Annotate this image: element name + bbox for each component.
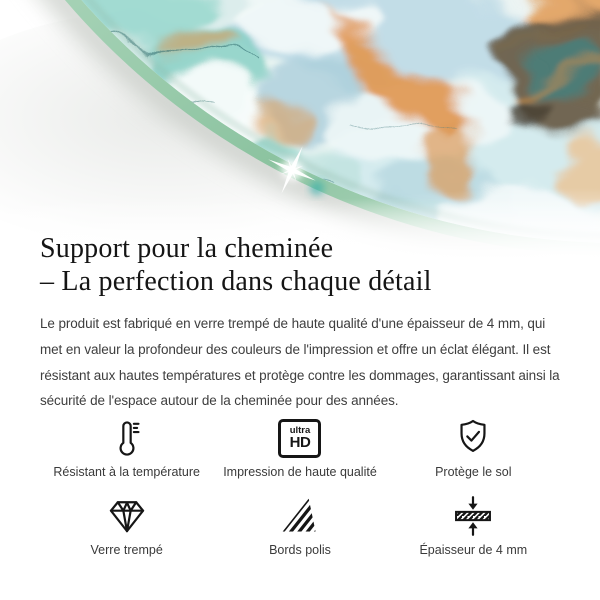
ultra-hd-icon [278, 416, 321, 460]
page-title-line1: Support pour la cheminée [40, 233, 334, 264]
features-grid [40, 416, 560, 558]
feature-label: Épaisseur de 4 mm [419, 543, 528, 558]
diamond-icon [104, 494, 150, 538]
content-block [0, 232, 600, 558]
page-title [40, 232, 560, 298]
product-image [0, 0, 600, 258]
feature-label: Impression de haute qualité [223, 465, 377, 480]
ultra-hd-text-top: ultra [289, 425, 311, 437]
feature-polished-edges [213, 494, 386, 558]
feature-label: Verre trempé [90, 543, 163, 558]
ultra-hd-text-bottom: HD [289, 434, 311, 452]
feature-label: Bords polis [269, 543, 331, 558]
feature-floor-protection [387, 416, 560, 480]
shield-check-icon [450, 416, 496, 460]
feature-print-quality [213, 416, 386, 480]
thermometer-icon [104, 416, 150, 460]
page-title-line2: – La perfection dans chaque détail [40, 266, 432, 297]
feature-tempered-glass [40, 494, 213, 558]
feature-label: Protège le sol [435, 465, 512, 480]
product-description: Le produit est fabriqué en verre trempé de haute qualité d'une épaisseur de 4 mm, qui met en valeur la profondeur des couleurs de l'impression et offre un éclat élégant. Il est résistant aux hautes températures et protège contre les dommages, garantissant ainsi la sécurité de l'espace autour de la cheminée pour des années. [40, 316, 560, 409]
feature-thickness [387, 494, 560, 558]
feature-label: Résistant à la température [53, 465, 200, 480]
feature-temperature [40, 416, 213, 480]
thickness-icon [450, 494, 496, 538]
polished-edges-icon [277, 494, 323, 538]
hero-section [0, 0, 600, 258]
